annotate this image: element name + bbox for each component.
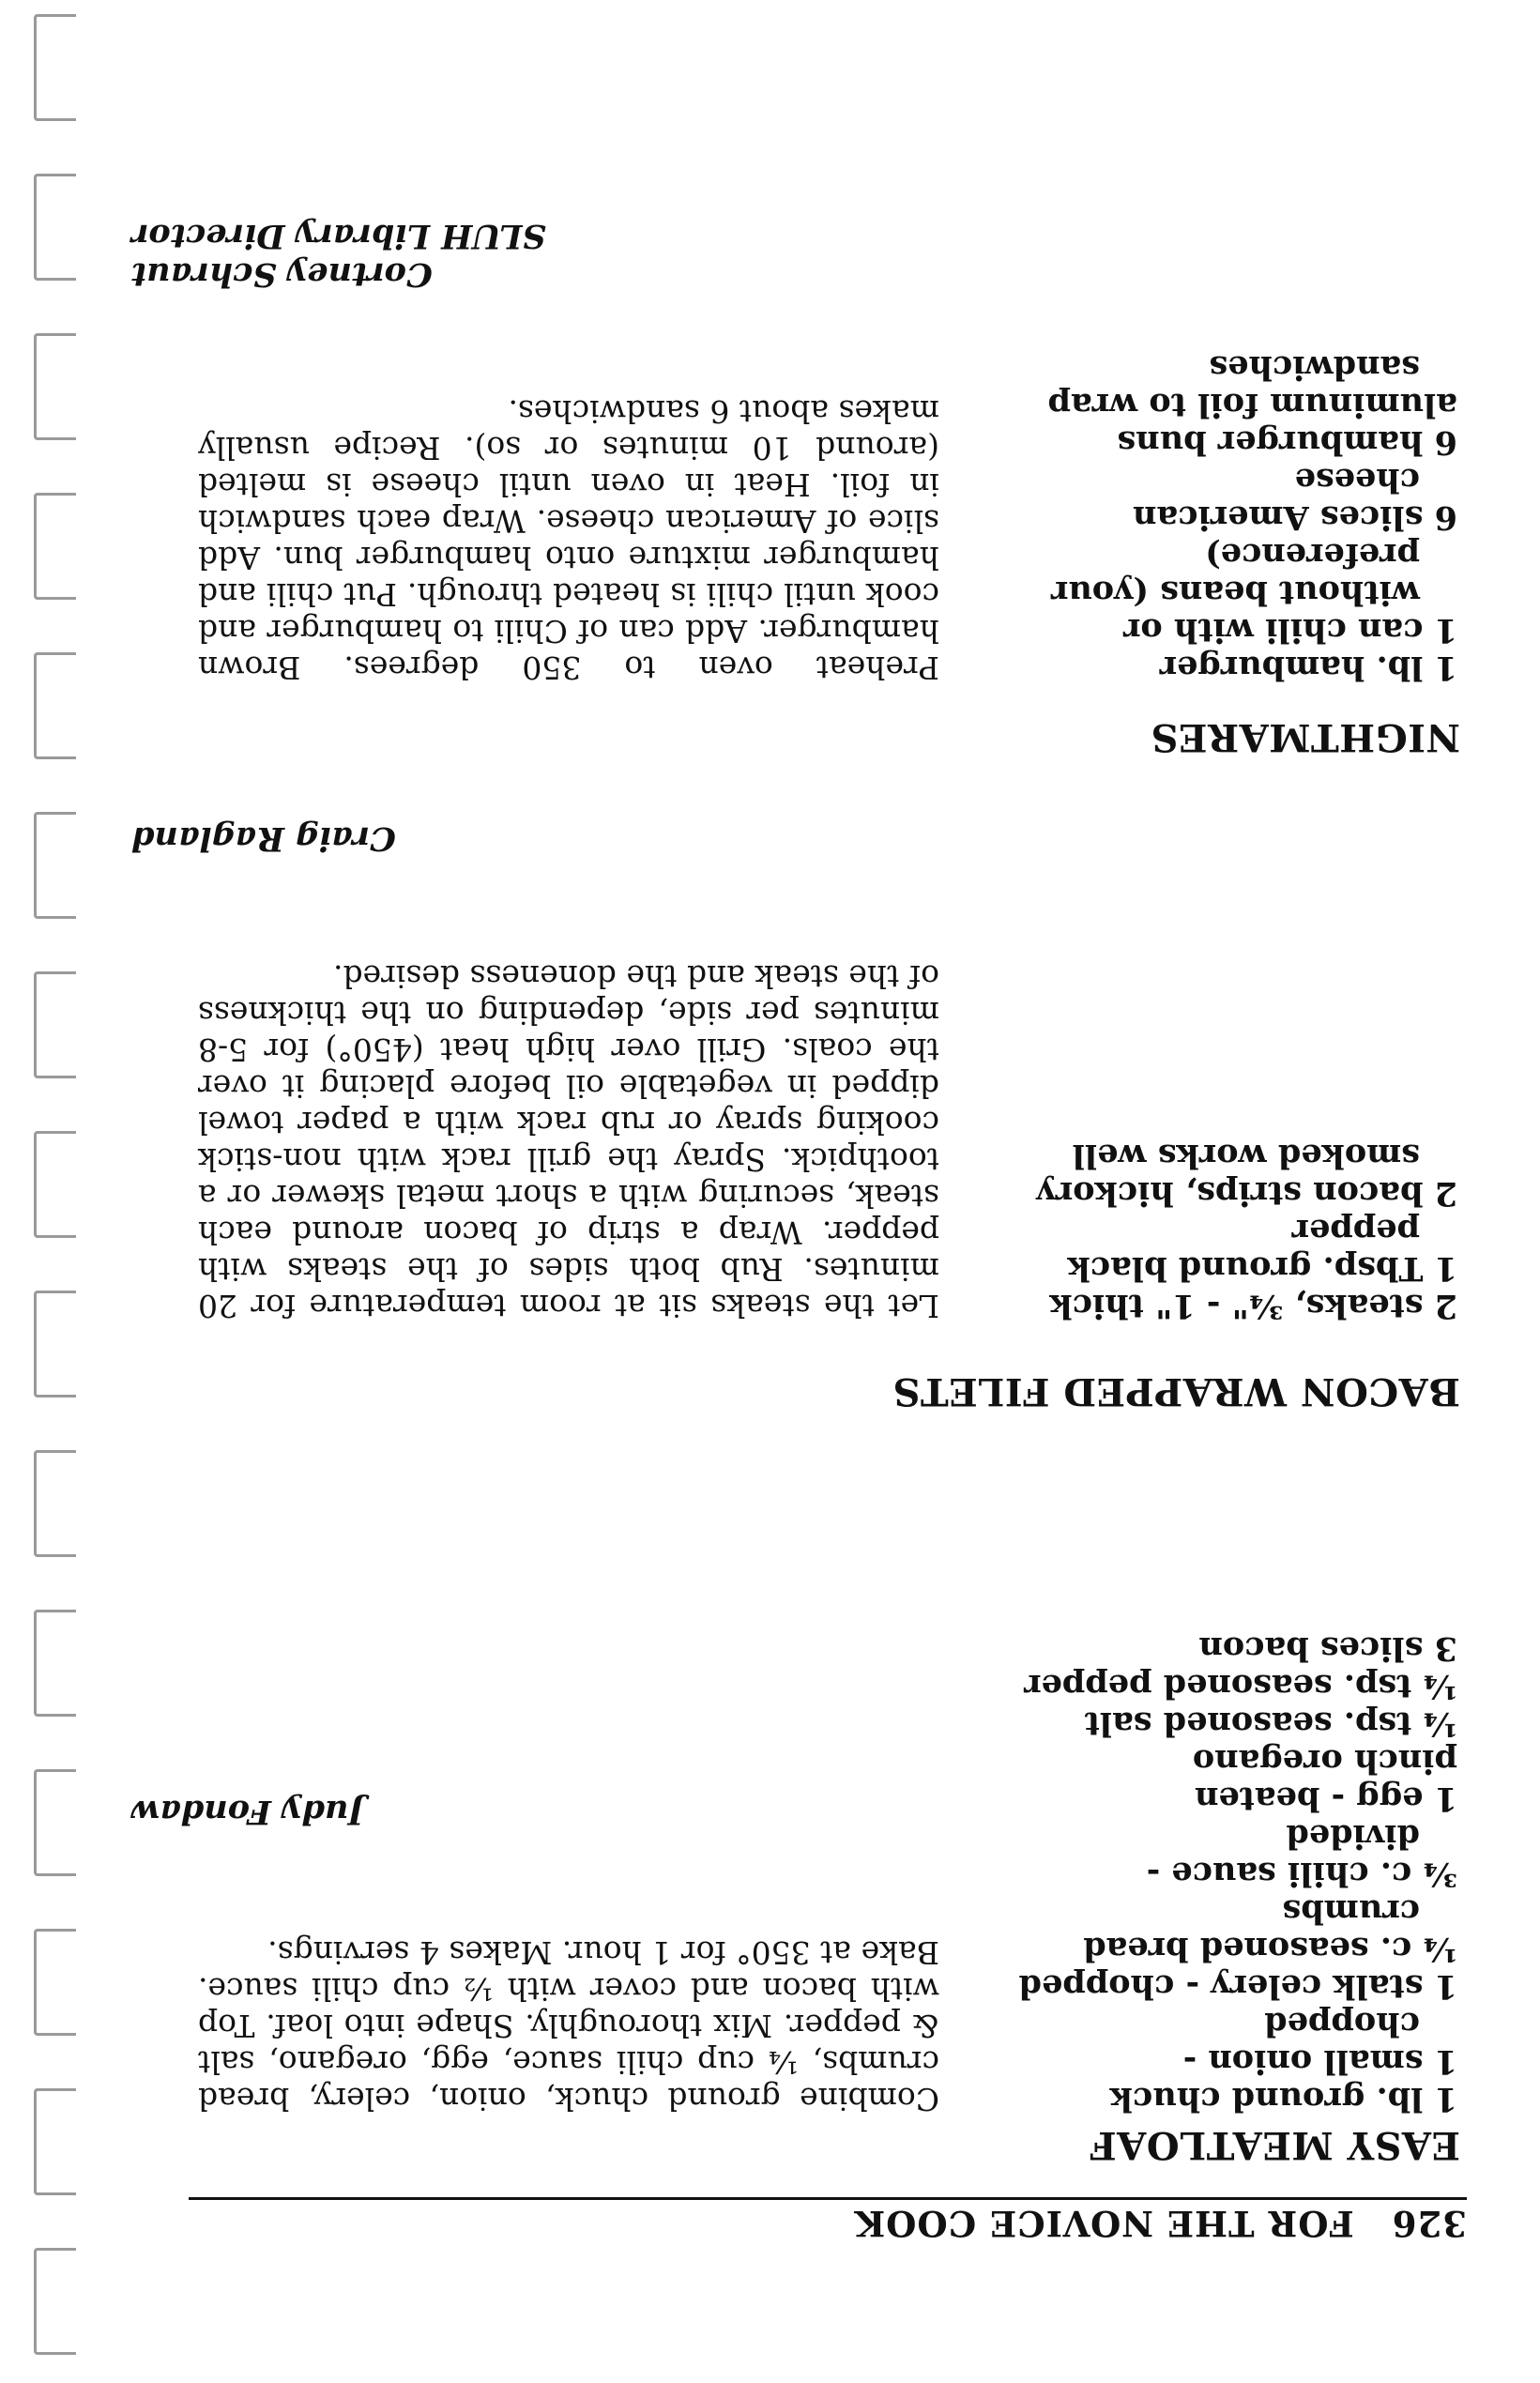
ingredient-item: 1 can chili with or without beans (your preference): [1050, 536, 1457, 649]
binding-tab: [34, 971, 76, 1078]
ingredient-item: ¼ c. seasoned bread crumbs: [1083, 1892, 1457, 1968]
binding-tab: [34, 1450, 76, 1557]
recipe-title: NIGHTMARES: [1151, 715, 1460, 759]
binding-tab: [34, 1131, 76, 1238]
contributor-title: SLUH Library Director: [131, 217, 546, 255]
ingredient-list: [1016, 1137, 1457, 1324]
ingredient-item: 1 lb. ground chuck: [1109, 2080, 1457, 2118]
ingredient-item: 1 stalk celery - chopped: [1018, 1967, 1457, 2006]
ingredient-item: 6 slices American cheese: [1133, 461, 1457, 537]
ingredient-item: 1 Tbsp. ground black pepper: [1067, 1212, 1457, 1288]
header-rule: [189, 2197, 1467, 2200]
recipe-directions: Preheat oven to 350 degrees. Brown hamburger. Add can of Chili to hamburger and cook until chili is heated through. Put chili and hamburger mixture onto hamburger bun. Add slice of American cheese. Wrap each sandwich in foil. Heat in oven until cheese is melted (around 10 minutes or so). Recipe usually makes about 6 sandwiches.: [198, 393, 939, 686]
recipe-contributor: [131, 217, 546, 294]
recipe-directions: Combine ground chuck, onion, celery, bread crumbs, ¼ cup chili sauce, egg, oregano, salt & pepper. Mix thoroughly. Shape into loaf. Top with bacon and cover with ½ cup chili sauce. Bake at 350° for 1 hour. Makes 4 servings.: [198, 1934, 939, 2117]
contributor-name: Craig Ragland: [131, 819, 396, 858]
binding-tab: [34, 2088, 76, 2195]
binding-tab: [34, 333, 76, 440]
running-head: [191, 2203, 1467, 2244]
ingredient-item: ¾ c. chili sauce - divided: [1146, 1817, 1457, 1893]
ingredient-list: [1016, 348, 1457, 686]
ingredient-item: 1 lb. hamburger: [1159, 649, 1457, 687]
ingredient-item: 1 small onion - chopped: [1182, 2005, 1457, 2081]
binding-tab: [34, 1291, 76, 1398]
binding-tab: [34, 652, 76, 759]
section-title: FOR THE NOVICE COOK: [854, 2203, 1354, 2244]
recipe-contributor: [131, 819, 396, 858]
binding-tab: [34, 1769, 76, 1876]
binding-tab: [34, 174, 76, 281]
recipe-directions: Let the steaks sit at room temperature for 20 minutes. Rub both sides of the steaks with pepper. Wrap a strip of bacon around each steak, securing with a short metal skewer or a toothpick. Spray the grill rack with non-stick cooking spray or rub rack with a paper towel dipped in vegetable oil before placing it over the coals. Grill over high heat (450°) for 5-8 minutes per side, depending on the thickness of the steak and the doneness desired.: [198, 958, 939, 1324]
ingredient-item: 2 bacon strips, hickory smoked works well: [1036, 1137, 1457, 1213]
ingredient-item: 2 steaks, ¾" - 1" thick: [1049, 1287, 1457, 1325]
ingredient-list: [1016, 1629, 1457, 2117]
ingredient-item: 1 egg - beaten: [1195, 1780, 1457, 1818]
page-number: 326: [1391, 2203, 1467, 2244]
contributor-name: Judy Fondaw: [131, 1793, 365, 1831]
binding-tab: [34, 812, 76, 919]
binding-tab: [34, 1929, 76, 2036]
recipe-title: EASY MEATLOAF: [1089, 2123, 1460, 2167]
ingredient-item: aluminum foil to wrap sandwiches: [1047, 348, 1457, 424]
binding-tab: [34, 493, 76, 600]
ingredient-item: 6 hamburger buns: [1117, 423, 1457, 462]
ingredient-item: pinch oregano: [1192, 1742, 1457, 1780]
binding-tab: [34, 2248, 76, 2355]
ingredient-item: ¼ tsp. seasoned pepper: [1024, 1667, 1457, 1705]
recipe-contributor: [131, 1793, 364, 1831]
binding-tab: [34, 1610, 76, 1717]
ingredient-item: 3 slices bacon: [1198, 1629, 1457, 1668]
ingredient-item: ¼ tsp. seasoned salt: [1084, 1704, 1457, 1743]
recipe-title: BACON WRAPPED FILETS: [892, 1369, 1460, 1413]
contributor-name: Cortney Schraut: [131, 255, 433, 294]
binding-comb: [20, 27, 76, 2355]
binding-tab: [34, 14, 76, 121]
